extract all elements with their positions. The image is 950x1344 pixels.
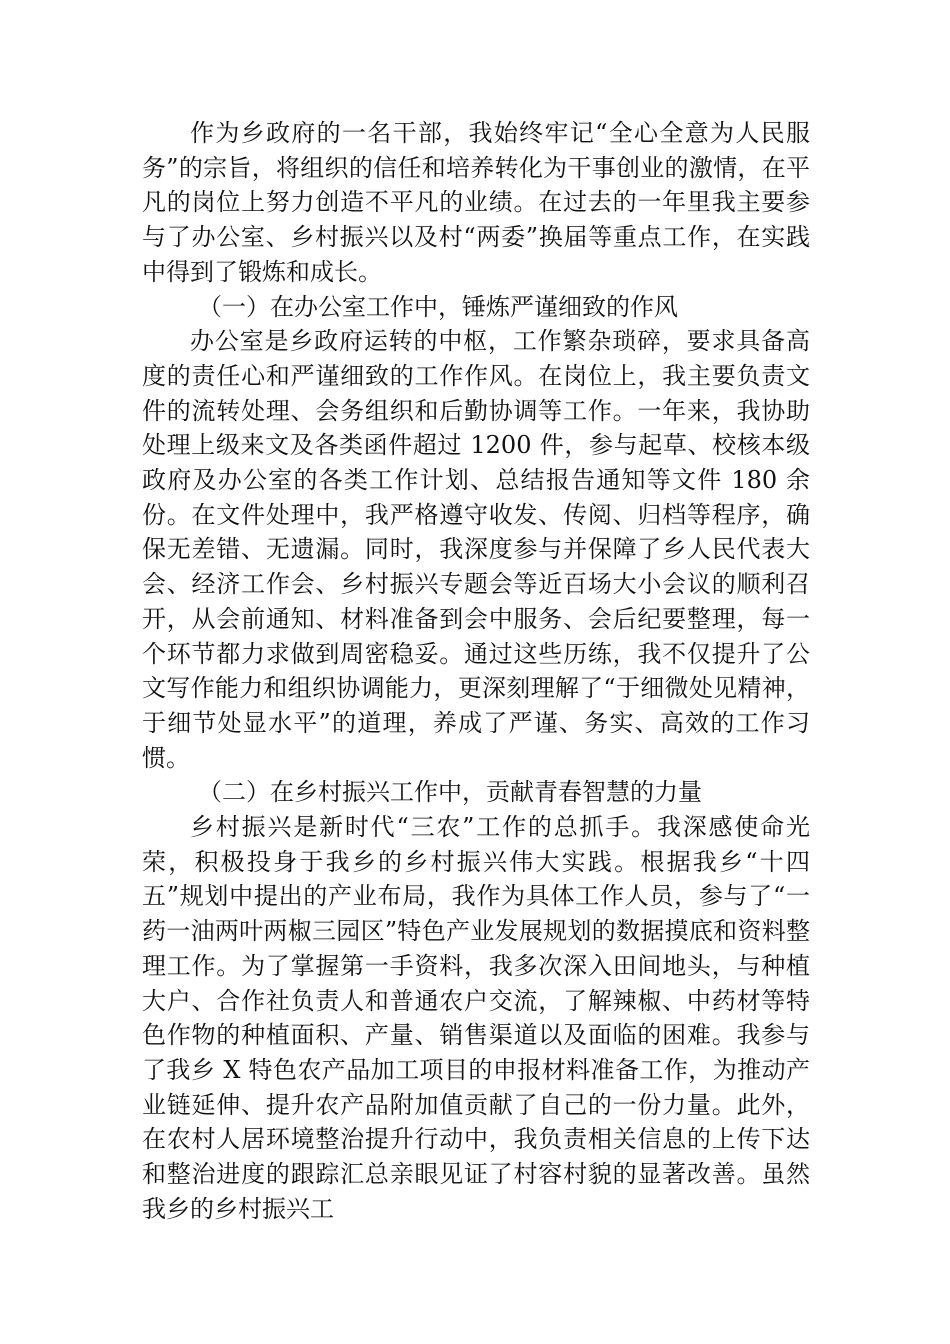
office-work-paragraph: 办公室是乡政府运转的中枢，工作繁杂琐碎，要求具备高度的责任心和严谨细致的工作作风。在岗位上，我主要负责文件的流转处理、会务组织和后勤协调等工作。一年来，我协助处理上级来文及各类函件超过 1200 件，参与起草、校核本级政府及办公室的各类工作计划、总结报告通知等文件 180 余份。在文件处理中，我严格遵守收发、传阅、归档等程序，确保无差错、无遗漏。同时，我深度参与并保障了乡人民代表大会、经济工作会、乡村振兴专题会等近百场大小会议的顺利召开，从会前通知、材料准备到会中服务、会后纪要整理，每一个环节都力求做到周密稳妥。通过这些历练，我不仅提升了公文写作能力和组织协调能力，更深刻理解了“于细微处见精神，于细节处显水平”的道理，养成了严谨、务实、高效的工作习惯。 (142, 327, 810, 772)
section-heading-office-work: （一）在办公室工作中，锤炼严谨细致的作风 (198, 292, 678, 321)
document-body (142, 116, 810, 1227)
rural-revitalization-paragraph: 乡村振兴是新时代“三农”工作的总抓手。我深感使命光荣，积极投身于我乡的乡村振兴伟大实践。根据我乡“十四五”规划中提出的产业布局，我作为具体工作人员，参与了“一药一油两叶两椒三园区”特色产业发展规划的数据摸底和资料整理工作。为了掌握第一手资料，我多次深入田间地头，与种植大户、合作社负责人和普通农户交流，了解辣椒、中药材等特色作物的种植面积、产量、销售渠道以及面临的困难。我参与了我乡 X 特色农产品加工项目的申报材料准备工作，为推动产业链延伸、提升农产品附加值贡献了自己的一份力量。此外，在农村人居环境整治提升行动中，我负责相关信息的上传下达和整治进度的跟踪汇总亲眼见证了村容村貌的显著改善。虽然我乡的乡村振兴工 (142, 813, 810, 1223)
intro-paragraph: 作为乡政府的一名干部，我始终牢记“全心全意为人民服务”的宗旨，将组织的信任和培养转化为干事创业的激情，在平凡的岗位上努力创造不平凡的业绩。在过去的一年里我主要参与了办公室、乡村振兴以及村“两委”换届等重点工作，在实践中得到了锻炼和成长。 (142, 119, 810, 286)
section-heading-rural-revitalization: （二）在乡村振兴工作中，贡献青春智慧的力量 (198, 778, 702, 807)
